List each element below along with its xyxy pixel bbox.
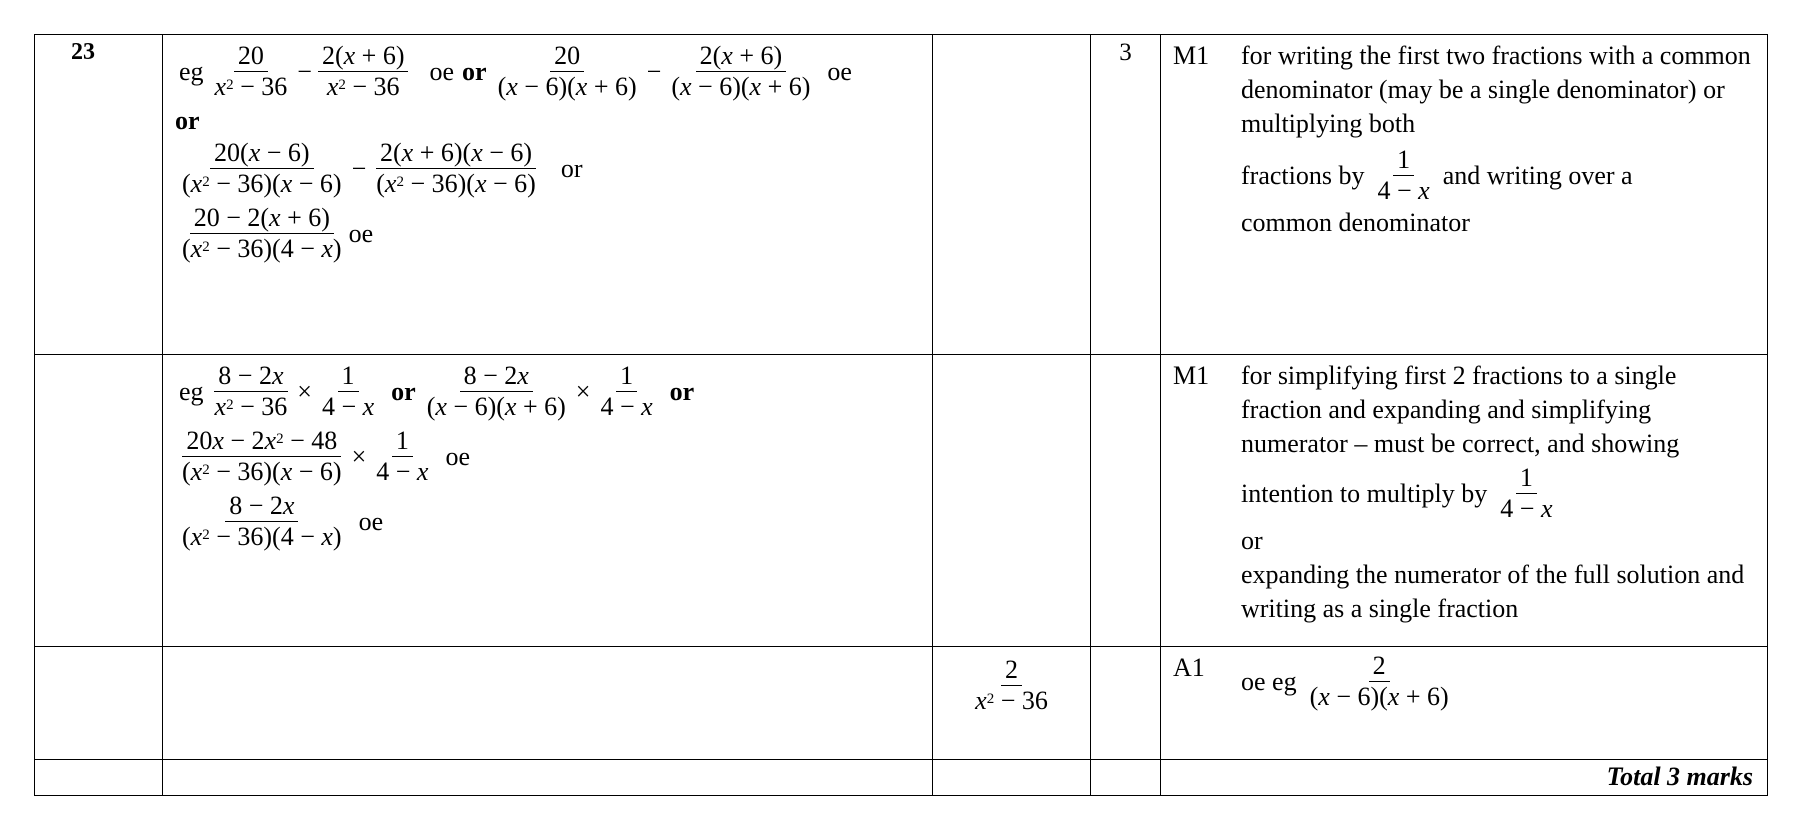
table-row <box>35 760 1768 796</box>
footer-cell-empty <box>163 760 933 796</box>
guidance-text: for simplifying first 2 fractions to a single fraction and expanding and simplifying numerator – must be correct, and showing intention to multiply by $\frac{1}{4 - x}$ or expanding the numerator of the full solution and writing as a single fraction <box>1241 361 1745 623</box>
working-line: $\frac{8 - 2x}{(x^2 - 36)(4 - x)}$ oe <box>175 491 932 552</box>
guidance-cell-3 <box>1161 647 1768 760</box>
working-line: $\frac{20x - 2x^2 - 48}{(x^2 - 36)(x - 6)}$ × $\frac{1}{4 - x}$ oe <box>175 426 932 487</box>
marks-cell: 3 <box>1091 35 1161 355</box>
fraction: $\frac{1}{4 - x}$ <box>1500 463 1553 523</box>
fraction: $\frac{20}{(x - 6)(x + 6)}$ <box>497 41 637 101</box>
fraction: $\frac{1}{4 - x}$ <box>376 426 429 486</box>
marks-cell-empty <box>1091 355 1161 647</box>
mark-scheme-table <box>34 34 1768 796</box>
question-number: 23 <box>35 35 163 355</box>
fraction: $\frac{8 - 2x}{x^2 - 36}$ <box>214 361 288 421</box>
working-line: $\frac{20 - 2(x + 6)}{(x^2 - 36)(4 - x)}$ oe <box>175 203 932 264</box>
guidance-cell-2 <box>1161 355 1768 647</box>
question-number-empty <box>35 355 163 647</box>
fraction: $\frac{1}{4 - x}$ <box>1377 145 1430 205</box>
guidance-cell-1 <box>1161 35 1768 355</box>
table-row <box>35 647 1768 760</box>
answer-cell <box>933 647 1091 760</box>
guidance-text: oe eg $\frac{2}{(x - 6)(x + 6)}$ <box>1241 651 1751 712</box>
fraction: $\frac{2(x + 6)}{x^2 - 36}$ <box>318 41 409 102</box>
fraction: $\frac{20}{x^2 - 36}$ <box>214 41 288 101</box>
table-row <box>35 355 1768 647</box>
fraction: $\frac{20 - 2(x + 6)}{(x^2 - 36)(4 - x)}$ <box>182 203 342 263</box>
working-cell-empty <box>163 647 933 760</box>
mark-code: A1 <box>1173 653 1205 682</box>
working-line: $\frac{20(x - 6)}{(x^2 - 36)(x - 6)}$ − $\frac{2(x + 6)(x - 6)}{(x^2 - 36)(x - 6)}$ or <box>175 138 932 199</box>
fraction: $\frac{20(x - 6)}{(x^2 - 36)(x - 6)}$ <box>182 138 342 198</box>
fraction: $\frac{2(x + 6)(x - 6)}{(x^2 - 36)(x - 6)}$ <box>376 138 536 198</box>
footer-cell-empty <box>933 760 1091 796</box>
fraction: $\frac{8 - 2x}{(x^2 - 36)(4 - x)}$ <box>182 491 342 551</box>
mark-code: M1 <box>1173 41 1210 70</box>
working-line: eg $\frac{20}{x^2 - 36}$ − $\frac{2(x + 6)}{x^2 - 36}$ oe or $\frac{20}{(x - 6)(x + 6)}$ − $\frac{2(x + 6)}{(x - 6)(x + 6)}$ oe <box>179 41 852 101</box>
fraction: $\frac{20x - 2x^2 - 48}{(x^2 - 36)(x - 6)}$ <box>182 426 342 486</box>
working-line: eg $\frac{8 - 2x}{x^2 - 36}$ × $\frac{1}{4 - x}$ or $\frac{8 - 2x}{(x - 6)(x + 6)}$ × $\frac{1}{4 - x}$ or <box>179 361 695 421</box>
fraction: $\frac{1}{4 - x}$ <box>600 361 653 421</box>
table-row <box>35 35 1768 355</box>
working-cell-1 <box>163 35 933 355</box>
mark-code: M1 <box>1173 361 1210 390</box>
fraction: $\frac{2}{(x - 6)(x + 6)}$ <box>1309 651 1449 711</box>
answer-cell-empty <box>933 35 1091 355</box>
question-number-empty <box>35 647 163 760</box>
working-cell-2 <box>163 355 933 647</box>
working-line: or <box>175 106 200 135</box>
guidance-text: for writing the first two fractions with a common denominator (may be a single denominator) or multiplying both fractions by $\frac{1}{4 - x}$ and writing over a common denominator <box>1241 41 1751 237</box>
marks-cell-empty <box>1091 647 1161 760</box>
footer-cell-empty <box>1091 760 1161 796</box>
footer-cell-empty <box>35 760 163 796</box>
fraction: $\frac{1}{4 - x}$ <box>321 361 375 421</box>
fraction: $\frac{2(x + 6)}{(x - 6)(x + 6)}$ <box>671 41 811 101</box>
answer-cell-empty <box>933 355 1091 647</box>
total-marks: Total 3 marks <box>1161 760 1768 796</box>
answer-fraction: $\frac{2}{x^2 - 36}$ <box>975 655 1048 715</box>
fraction: $\frac{8 - 2x}{(x - 6)(x + 6)}$ <box>426 361 566 421</box>
